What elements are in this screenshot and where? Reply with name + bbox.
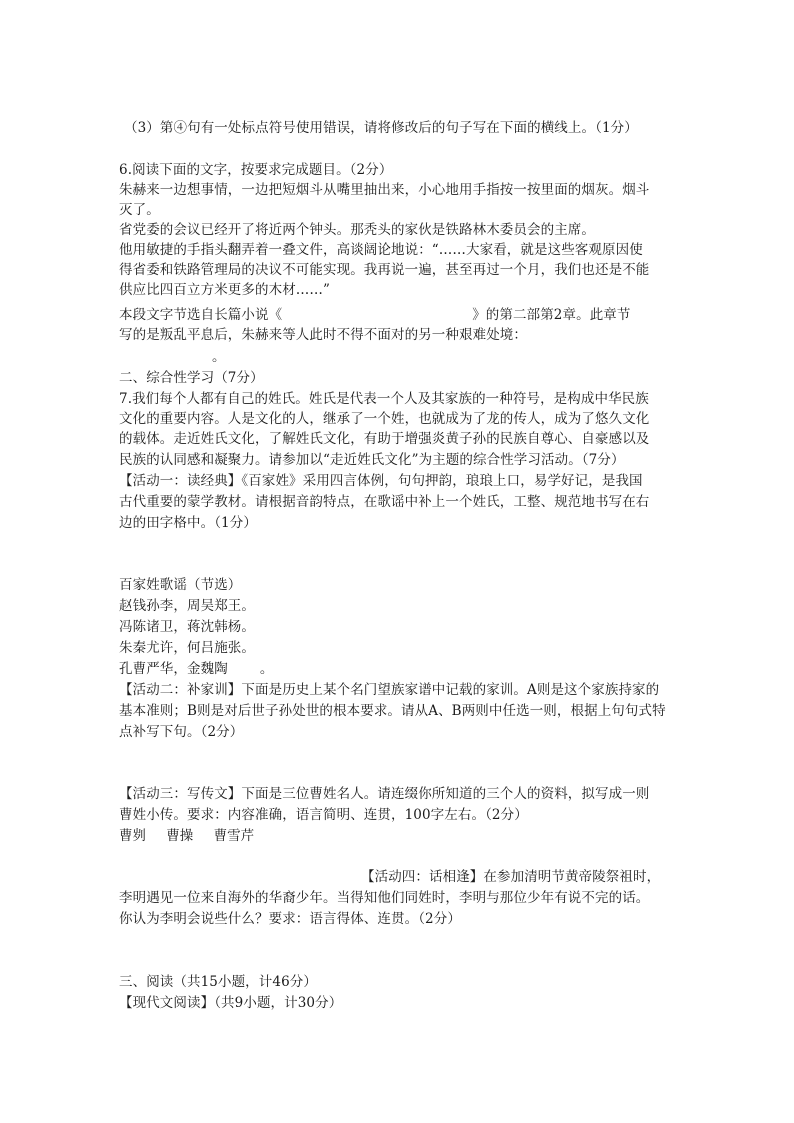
activity-1-line: 古代重要的蒙学教材。请根据音韵特点，在歌谣中补上一个姓氏，工整、规范地书写在右: [119, 494, 650, 510]
passage-line: 他用敏捷的手指头翻弄着一叠文件，高谈阔论地说：“……大家看，就是这些客观原因使: [119, 242, 643, 258]
passage-line: 灭了。: [119, 202, 160, 218]
question-7-line: 7.我们每个人都有自己的姓氏。姓氏是代表一个人及其家族的一种符号，是构成中华民族: [119, 391, 649, 407]
activity-4-line: 【活动四：话相逢】在参加清明节黄帝陵祭祖时，: [361, 869, 661, 885]
activity-3-line: 【活动三：写传文】下面是三位曹姓名人。请连缀你所知道的三个人的资料，拟写成一则: [119, 786, 650, 802]
activity-1-line: 边的田字格中。（1分）: [119, 515, 257, 531]
question-3-line: （3）第④句有一处标点符号使用错误，请将修改后的句子写在下面的横线上。（1分）: [124, 120, 638, 136]
blank-period: 。: [212, 349, 226, 365]
section-3-title: 三、阅读（共15小题，计46分）: [119, 974, 317, 990]
activity-2-line: 基本准则；B则是对后世子孙处世的根本要求。请从A、B两则中任选一则，根据上句句式特: [119, 703, 666, 719]
passage-line: 写的是叛乱平息后，朱赫来等人此时不得不面对的另一种艰难处境：: [119, 327, 527, 343]
ballad-line: 赵钱孙李，周吴郑王。: [119, 598, 255, 614]
activity-4-line: 李明遇见一位来自海外的华裔少年。当得知他们同姓时，李明与那位少年有说不完的话。: [119, 890, 650, 906]
section-3-subtitle: 【现代文阅读】（共9小题，计30分）: [119, 995, 343, 1011]
ballad-line: 朱秦尤许，何吕施张。: [119, 640, 255, 656]
passage-line: 得省委和铁路管理局的决议不可能实现。我再说一遍，甚至再过一个月，我们也还是不能: [119, 262, 650, 278]
passage-line: 供应比四百立方米更多的木材……”: [119, 282, 331, 298]
section-2-title: 二、综合性学习（7分）: [119, 370, 264, 386]
fill-blank-text-b: 》的第二部第2章。此章节: [472, 307, 631, 323]
ballad-line: [119, 659, 273, 679]
ballad-text: 孔曹严华，金魏陶: [119, 661, 228, 677]
question-7-line: 民族的认同感和凝聚力。请参加以“走近姓氏文化”为主题的综合性学习活动。（7分）: [119, 452, 625, 468]
name-item: 曹刿: [119, 828, 146, 844]
passage-line: 朱赫来一边想事情，一边把短烟斗从嘴里抽出来，小心地用手指按一按里面的烟灰。烟斗: [119, 182, 650, 198]
activity-2-line: 【活动二：补家训】下面是历史上某个名门望族家谱中记载的家训。A则是这个家族持家的: [119, 682, 660, 698]
fill-blank-text-a: 本段文字节选自长篇小说《: [119, 307, 283, 323]
question-7-line: 的载体。走近姓氏文化，了解姓氏文化，有助于增强炎黄子孙的民族自尊心、自豪感以及: [119, 431, 650, 447]
fill-blank-line: [119, 305, 631, 325]
name-item: 曹雪芹: [213, 828, 255, 844]
activity-1-line: 【活动一：读经典】《百家姓》采用四言体例，句句押韵，琅琅上口，易学好记，是我国: [119, 473, 643, 489]
ballad-line: 冯陈诸卫，蒋沈韩杨。: [119, 619, 255, 635]
question-6-title: 6.阅读下面的文字，按要求完成题目。（2分）: [119, 162, 393, 178]
question-7-line: 文化的重要内容。人是文化的人，继承了一个姓，也就成为了龙的传人，成为了悠久文化: [119, 411, 650, 427]
cao-names-row: [119, 826, 270, 846]
activity-2-line: 点补写下句。（2分）: [119, 724, 244, 740]
ballad-title: 百家姓歌谣（节选）: [119, 577, 242, 593]
passage-line: 省党委的会议已经开了将近两个钟头。那秃头的家伙是铁路林木委员会的主席。: [119, 222, 595, 238]
name-item: 曹操: [166, 828, 194, 844]
activity-4-line: 你认为李明会说些什么？要求：语言得体、连贯。（2分）: [119, 911, 461, 927]
activity-3-line: 曹姓小传。要求：内容准确，语言简明、连贯，100字左右。（2分）: [119, 807, 528, 823]
ballad-end: 。: [259, 661, 274, 677]
